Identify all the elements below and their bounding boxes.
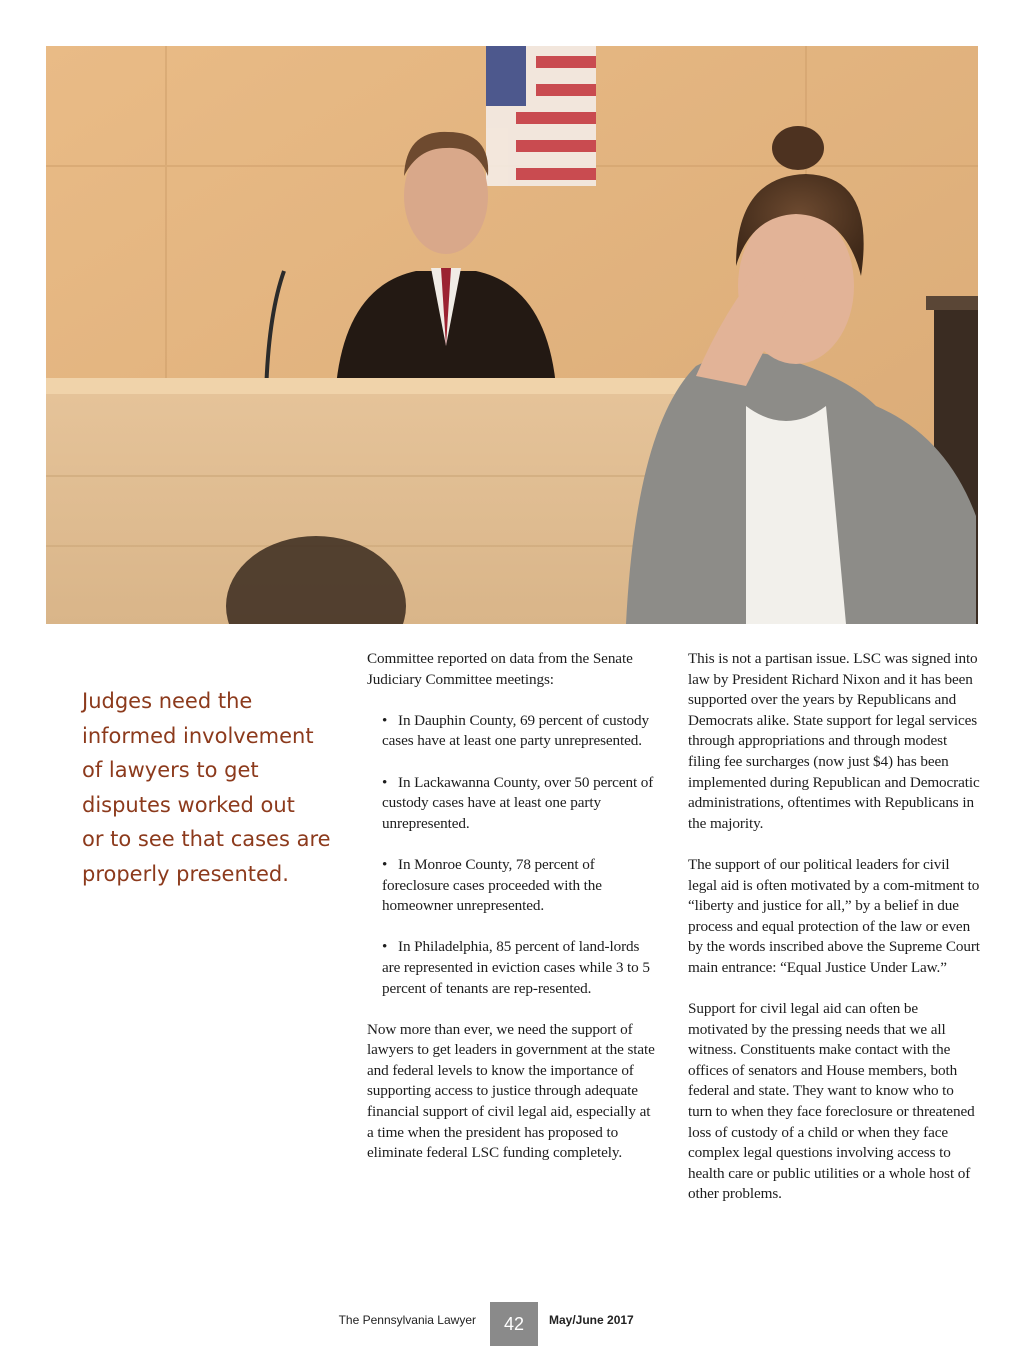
pull-quote [82,684,342,891]
bullet-item-monroe: • In Monroe County, 78 percent of foreclosure cases proceeded with the homeowner unrepresented. [382,855,659,917]
pull-quote-line: of lawyers to get [82,758,259,782]
pull-quote-line: disputes worked out [82,792,295,817]
flag-shape [486,46,596,186]
bullet-item-philadelphia: • In Philadelphia, 85 percent of land-lords are represented in eviction cases while 3 to 5 percent of tenants are rep-resented. [382,937,659,999]
paragraph-political-support: The support of our political leaders for civil legal aid is often motivated by a com-mitment to “liberty and justice for all,” by a belief in due process and equal protection of the law or even by the words inscribed above the Supreme Court main entrance: “Equal Justice Under Law.” [688,855,980,976]
paragraph-partisan: This is not a partisan issue. LSC was signed into law by President Richard Nixon and it has been supported over the years by Republicans and Democrats alike. State support for legal services through appropriations and through modest filing fee surcharges (now just $4) has been implemented during Republican and Democratic administrations, oftentimes with Republicans in the majority. [688,650,980,832]
column-intro-paragraph: Committee reported on data from the Senate Judiciary Committee meetings: [367,650,633,688]
page-footer [0,1302,1024,1346]
column-closing-paragraph: Now more than ever, we need the support of lawyers to get leaders in government at the state and federal levels to know the importance of supporting access to justice through adequate financial support of civil legal aid, especially at a time when the president has proposed to eliminate federal LSC funding completely. [367,1020,655,1162]
publication-name: The Pennsylvania Lawyer [338,1313,476,1327]
courtroom-photo [46,46,978,624]
page-number: 42 [490,1302,538,1346]
issue-date: May/June 2017 [549,1313,634,1327]
courtroom-illustration [46,46,978,624]
pull-quote-line: Judges need the [82,689,253,713]
pull-quote-line: or to see that cases are [82,827,331,851]
bullet-item-lackawanna: • In Lackawanna County, over 50 percent of custody cases have at least one party unrepresented. [382,773,659,835]
pull-quote-line: informed involvement [82,723,314,748]
bullet-item-dauphin: • In Dauphin County, 69 percent of custody cases have at least one party unrepresented. [382,711,659,752]
article-column-right [688,649,980,1226]
article-column-middle [367,649,659,1184]
paragraph-pressing-needs: Support for civil legal aid can often be motivated by the pressing needs that we all witness. Constituents make contact with the offices of senators and House members, both federal and state. They want to know who to turn to when they face foreclosure or threatened loss of custody of a child or when they face complex legal questions involving access to health care or public utilities or a whole host of other problems. [688,1000,975,1203]
pull-quote-line: properly presented. [82,861,289,886]
statistics-bullet-list [367,711,659,999]
